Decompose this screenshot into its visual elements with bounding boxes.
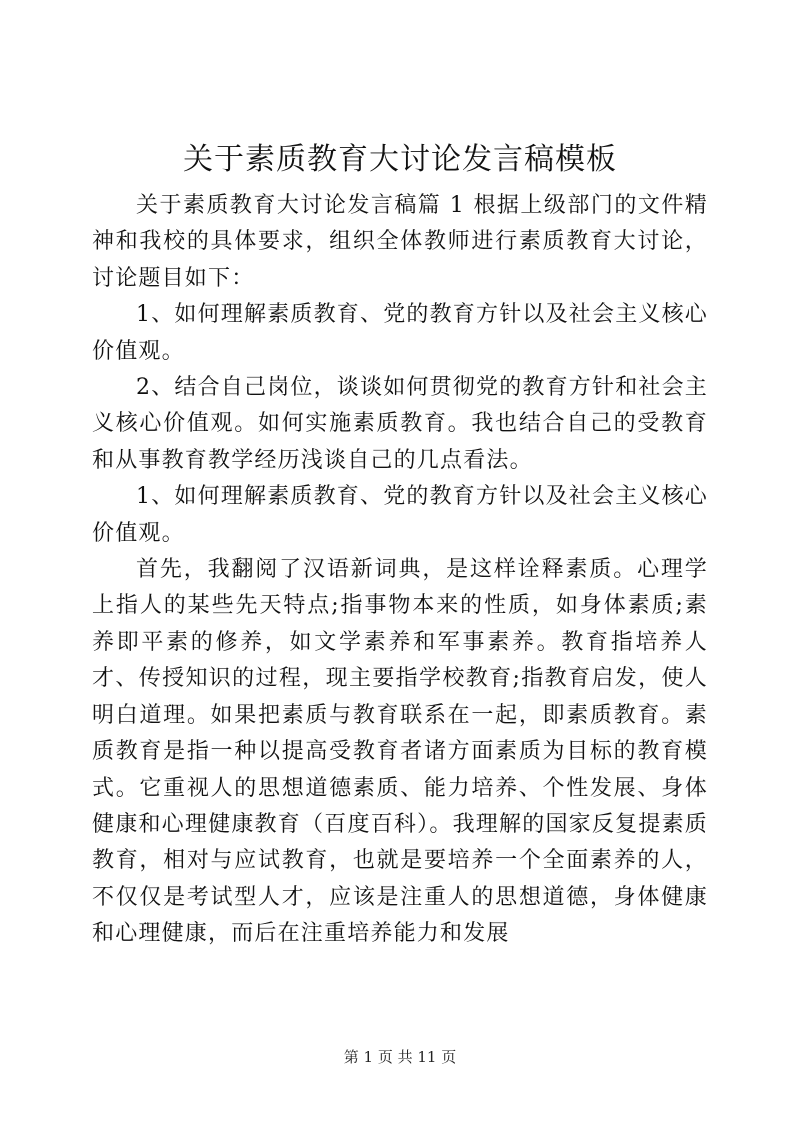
paragraph-intro: 关于素质教育大讨论发言稿篇 1 根据上级部门的文件精神和我校的具体要求，组织全体教师进行素质教育大讨论，讨论题目如下： [92, 193, 708, 291]
document-title: 关于素质教育大讨论发言稿模板 [183, 142, 617, 177]
paragraph-question-2: 2、结合自己岗位，谈谈如何贯彻党的教育方针和社会主义核心价值观。如何实施素质教育。我也结合自己的受教育和从事教育教学经历浅谈自己的几点看法。 [92, 375, 708, 473]
document-body [92, 188, 708, 953]
page-footer: 第 1 页 共 11 页 [343, 1048, 457, 1066]
paragraph-body: 首先，我翻阅了汉语新词典，是这样诠释素质。心理学上指人的某些先天特点;指事物本来的性质，如身体素质;素养即平素的修养，如文学素养和军事素养。教育指培养人才、传授知识的过程，现主要指学校教育;指教育启发，使人明白道理。如果把素质与教育联系在一起，即素质教育。素质教育是指一种以提高受教育者诸方面素质为目标的教育模式。它重视人的思想道德素质、能力培养、个性发展、身体健康和心理健康教育（百度百科）。我理解的国家反复提素质教育，相对与应试教育，也就是要培养一个全面素养的人，不仅仅是考试型人才，应该是注重人的思想道德，身体健康和心理健康，而后在注重培养能力和发展 [92, 557, 708, 947]
paragraph-section-heading-1: 1、如何理解素质教育、党的教育方针以及社会主义核心价值观。 [92, 484, 708, 546]
paragraph-question-1: 1、如何理解素质教育、党的教育方针以及社会主义核心价值观。 [92, 302, 708, 364]
